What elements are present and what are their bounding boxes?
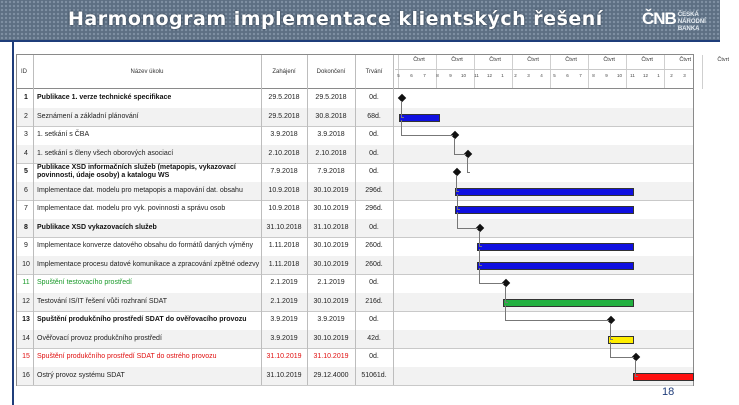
dependency-link: [401, 120, 453, 137]
dependency-link: [479, 231, 482, 248]
row-duration: 260d.: [365, 260, 383, 268]
row-task-name: Spuštění produkčního prostředí SDAT do ověřovacího provozu: [37, 316, 247, 324]
quarter-header: Čtvrt: [451, 57, 463, 63]
row-start-date: 31.10.2018: [266, 223, 302, 231]
quarter-divider: [626, 55, 627, 89]
row-end-date: 3.9.2019: [317, 316, 345, 324]
row-task-name: Spuštění produkčního prostředí SDAT do ostrého provozu: [37, 353, 217, 361]
month-header: 1: [657, 73, 660, 78]
quarter-header: Čtvrt: [717, 57, 729, 63]
cnb-logo: [642, 8, 720, 34]
row-task-name: Ověřovací provoz produkčního prostředí: [37, 334, 162, 342]
task-bar: [455, 206, 634, 214]
dependency-link: [456, 175, 459, 192]
row-duration: 0d.: [369, 94, 379, 102]
row-duration: 0d.: [369, 168, 379, 176]
row-end-date: 30.8.2018: [315, 112, 347, 120]
month-header: 2: [670, 73, 673, 78]
month-header: 10: [616, 73, 622, 78]
dependency-link: [401, 101, 404, 118]
dependency-link: [635, 360, 638, 377]
month-header: 7: [579, 73, 582, 78]
quarter-divider: [398, 55, 399, 89]
row-end-date: 2.1.2019: [317, 279, 345, 287]
row-id: 2: [24, 112, 28, 120]
row-end-date: 7.9.2018: [317, 168, 345, 176]
col-header-end: Dokončení: [316, 69, 346, 75]
row-start-date: 3.9.2018: [270, 131, 298, 139]
logo-sub-line1: ČESKÁ: [677, 12, 699, 18]
month-header: 5: [397, 73, 400, 78]
row-id: 12: [22, 297, 30, 305]
dependency-link: [505, 286, 508, 303]
row-id: 13: [22, 316, 30, 324]
month-header: 9: [605, 73, 608, 78]
row-end-date: 30.10.2019: [313, 205, 349, 213]
row-task-name: Publikace XSD vykazovacích služeb: [37, 223, 157, 231]
row-end-date: 30.10.2019: [313, 297, 349, 305]
quarter-divider: [588, 55, 589, 89]
row-task-name: Testování IS/IT řešení vůči rozhraní SDAT: [37, 297, 168, 305]
row-task-name: Implementace konverze datového obsahu do formátů daných výměny: [37, 242, 253, 250]
row-duration: 0d.: [369, 353, 379, 361]
month-header: 3: [527, 73, 530, 78]
row-start-date: 7.9.2018: [270, 168, 298, 176]
row-start-date: 31.10.2019: [266, 353, 302, 361]
dependency-link: [479, 268, 504, 285]
row-start-date: 3.9.2019: [270, 316, 298, 324]
task-bar: [633, 373, 694, 381]
logo-subtitle: [678, 12, 720, 33]
row-id: 5: [24, 168, 28, 176]
row-duration: 260d.: [365, 242, 383, 250]
month-header: 6: [410, 73, 413, 78]
quarter-header: Čtvrt: [565, 57, 577, 63]
dependency-link: [505, 305, 609, 322]
row-id: 16: [22, 371, 30, 379]
row-task-name: Publikace 1. verze technické specifikace: [37, 94, 172, 102]
row-start-date: 10.9.2018: [268, 186, 300, 194]
row-id: 6: [24, 186, 28, 194]
row-end-date: 31.10.2018: [313, 223, 349, 231]
col-header-start: Zahájení: [272, 69, 296, 75]
header-divider: [0, 40, 720, 42]
row-duration: 216d.: [365, 297, 383, 305]
timeline-header-line: [395, 69, 693, 70]
task-bar: [455, 188, 634, 196]
quarter-header: Čtvrt: [413, 57, 425, 63]
row-task-name: 1. setkání s ČBA: [37, 131, 90, 139]
column-divider: [355, 55, 356, 385]
row-id: 8: [24, 223, 28, 231]
quarter-header: Čtvrt: [603, 57, 615, 63]
row-end-date: 2.10.2018: [315, 149, 347, 157]
row-end-date: 29.12.4000: [313, 371, 349, 379]
col-header-duration: Trvání: [365, 69, 383, 75]
col-header-name: Název úkolu: [130, 69, 164, 75]
row-end-date: 30.10.2019: [313, 260, 349, 268]
row-duration: 0d.: [369, 223, 379, 231]
quarter-header: Čtvrt: [489, 57, 501, 63]
row-start-date: 2.1.2019: [270, 297, 298, 305]
dependency-link: [454, 138, 466, 155]
row-task-name: Implementace dat. modelu pro metapopis a mapování dat. obsahu: [37, 186, 243, 194]
month-header: 11: [474, 73, 479, 78]
row-end-date: 30.10.2019: [313, 334, 349, 342]
row-task-name: Implementace procesu datové komunikace a zpracování zpětné odezvy: [37, 260, 260, 268]
row-start-date: 10.9.2018: [268, 205, 300, 213]
month-header: 8: [436, 73, 439, 78]
page-number: 18: [662, 386, 675, 398]
row-duration: 0d.: [369, 279, 379, 287]
row-start-date: 3.9.2019: [270, 334, 298, 342]
row-end-date: 3.9.2018: [317, 131, 345, 139]
slide-title: Harmonogram implementace klientských řešení: [68, 8, 603, 30]
row-start-date: 31.10.2019: [266, 371, 302, 379]
quarter-header: Čtvrt: [641, 57, 653, 63]
column-divider: [261, 55, 262, 385]
row-duration: 296d.: [365, 205, 383, 213]
row-duration: 0d.: [369, 316, 379, 324]
quarter-divider: [702, 55, 703, 89]
month-header: 7: [423, 73, 426, 78]
row-id: 7: [24, 205, 28, 213]
row-end-date: 30.10.2019: [313, 186, 349, 194]
logo-mark: ČNB: [642, 9, 676, 28]
row-end-date: 31.10.2019: [313, 353, 349, 361]
dependency-link: [610, 342, 634, 359]
column-divider: [33, 55, 34, 385]
row-task-name: Publikace XSD informačních služeb (metapopis, vykazovací povinnosti, údaje osoby) a katalogu WS: [37, 164, 236, 180]
row-duration: 0d.: [369, 131, 379, 139]
quarter-header: Čtvrt: [679, 57, 691, 63]
month-header: 2: [514, 73, 517, 78]
row-divider: [17, 385, 693, 386]
quarter-divider: [664, 55, 665, 89]
col-header-id: ID: [21, 69, 27, 75]
task-bar: [477, 243, 634, 251]
dependency-link: [479, 249, 482, 266]
month-header: 12: [642, 73, 648, 78]
row-id: 15: [22, 353, 30, 361]
row-start-date: 2.1.2019: [270, 279, 298, 287]
month-header: 5: [553, 73, 556, 78]
row-task-name: Seznámení a základní plánování: [37, 112, 139, 120]
row-id: 14: [22, 334, 30, 342]
quarter-divider: [550, 55, 551, 89]
row-duration: 296d.: [365, 186, 383, 194]
month-header: 8: [592, 73, 595, 78]
month-header: 3: [683, 73, 686, 78]
row-id: 9: [24, 242, 28, 250]
month-header: 9: [449, 73, 452, 78]
quarter-divider: [436, 55, 437, 89]
month-header: 11: [630, 73, 635, 78]
row-duration: 42d.: [367, 334, 381, 342]
month-header: 4: [540, 73, 543, 78]
column-divider: [393, 55, 394, 385]
dependency-link: [610, 323, 613, 340]
dependency-link: [457, 212, 478, 229]
row-id: 3: [24, 131, 28, 139]
month-header: 1: [501, 73, 504, 78]
row-start-date: 1.11.2018: [268, 242, 300, 250]
row-end-date: 30.10.2019: [313, 242, 349, 250]
gantt-table: [16, 54, 729, 386]
row-duration: 51061d.: [361, 371, 387, 379]
row-task-name: Ostrý provoz systému SDAT: [37, 371, 125, 379]
row-task-name: Spuštění testovacího prostředí: [37, 279, 132, 287]
month-header: 6: [566, 73, 569, 78]
row-duration: 0d.: [369, 149, 379, 157]
row-duration: 68d.: [367, 112, 381, 120]
month-header: 10: [460, 73, 466, 78]
row-start-date: 2.10.2018: [268, 149, 300, 157]
row-start-date: 29.5.2018: [268, 94, 300, 102]
row-end-date: 29.5.2018: [315, 94, 347, 102]
quarter-header: Čtvrt: [527, 57, 539, 63]
quarter-divider: [512, 55, 513, 89]
row-id: 4: [24, 149, 28, 157]
row-id: 11: [22, 279, 30, 287]
row-task-name: Implementace dat. modelu pro vyk. povinnosti a správu osob: [37, 205, 226, 213]
row-id: 1: [24, 94, 28, 102]
row-id: 10: [22, 260, 30, 268]
dependency-link: [467, 157, 470, 174]
month-header: 12: [486, 73, 492, 78]
left-accent-line: [12, 40, 14, 405]
dependency-link: [457, 194, 460, 211]
quarter-divider: [474, 55, 475, 89]
row-start-date: 1.11.2018: [268, 260, 300, 268]
column-divider: [307, 55, 308, 385]
logo-sub-line2: NÁRODNÍ BANKA: [677, 19, 706, 32]
row-start-date: 29.5.2018: [268, 112, 300, 120]
row-task-name: 1. setkání s členy všech oborových asociací: [37, 149, 174, 157]
